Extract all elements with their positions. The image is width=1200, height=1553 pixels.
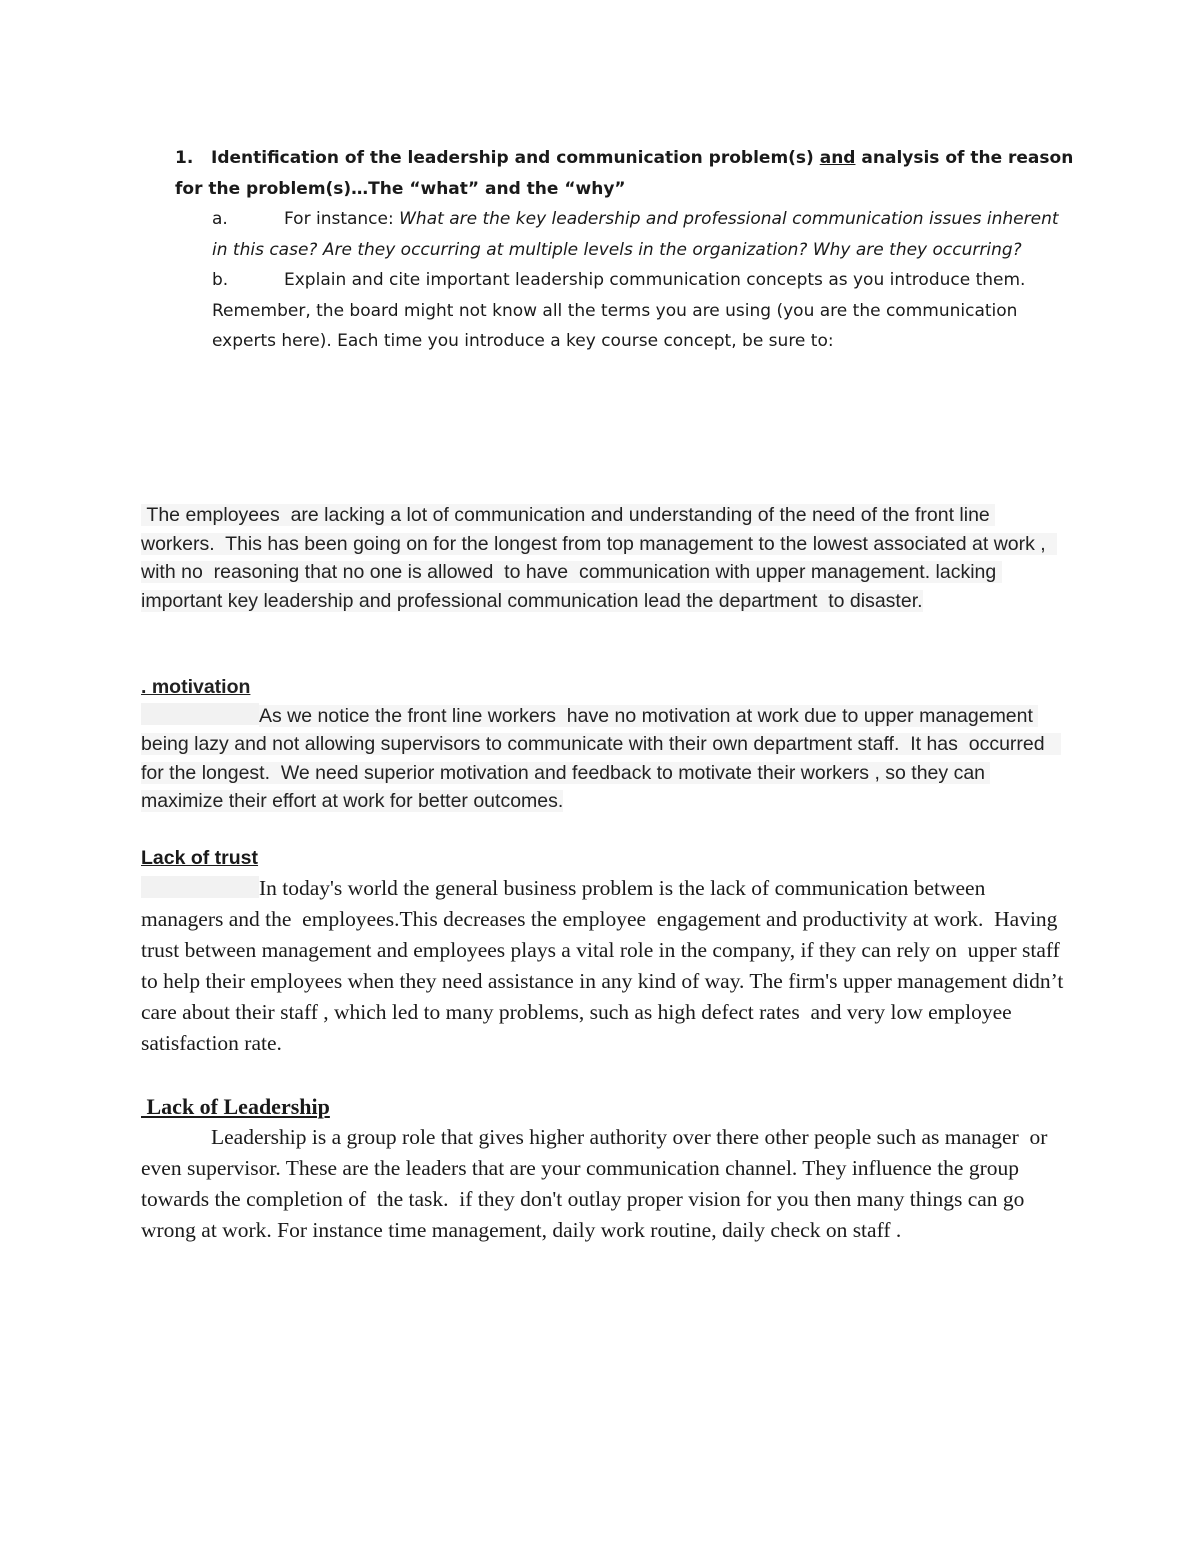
question-title-part2: analysis of the reason for the problem(s)…The “what” and the “why”: [175, 148, 1074, 199]
motivation-section: [141, 673, 1061, 816]
trust-body: [141, 873, 1071, 1059]
question-title: [175, 143, 1075, 204]
leadership-section: [141, 1091, 1071, 1246]
question-block: [175, 143, 1075, 357]
motivation-body-text: As we notice the front line workers have no motivation at work due to upper management being lazy and not allowing supervisors to communicate with their own department staff. It has occurred for the longest. We need superior motivation and feedback to motivate their workers , so they can maximize their effort at work for better outcomes.: [141, 704, 1061, 812]
motivation-body: [141, 702, 1061, 816]
intro-paragraph: [141, 501, 1061, 615]
leadership-body-text: Leadership is a group role that gives higher authority over there other people such as manager or even supervisor. These are the leaders that are your communication channel. They influence the group towards the completion of the task. if they don't outlay proper vision for you then many things can go wrong at work. For instance time management, daily work routine, daily check on staff .: [141, 1125, 1053, 1242]
sub-item-a-italic: What are the key leadership and professional communication issues inherent in this case? Are they occurring at multiple levels in the organization? Why are they occurring?: [212, 209, 1059, 260]
trust-section: [141, 843, 1071, 1059]
question-number: 1.: [175, 148, 194, 168]
sub-item-b-text: Explain and cite important leadership communication concepts as you introduce them. Remember, the board might not know all the terms you are using (you are the communication experts here). Each time you introduce a key course concept, be sure to:: [212, 270, 1026, 351]
question-title-and: and: [819, 148, 856, 168]
sub-item-a: [212, 204, 1075, 265]
leadership-body: [141, 1122, 1071, 1246]
trust-heading: Lack of trust: [141, 847, 259, 869]
sub-item-a-letter: a.: [212, 209, 228, 229]
sub-item-b-letter: b.: [212, 270, 229, 290]
indent-highlight: [141, 703, 259, 725]
question-title-part1: Identification of the leadership and communication problem(s): [211, 148, 820, 168]
intro-paragraph-text: The employees are lacking a lot of communication and understanding of the need of the front line workers. This has been going on for the longest from top management to the lowest associated at work , with no reasoning that no one is allowed to have communication with upper management. lacking important key leadership and professional communication lead the department to disaster.: [141, 504, 1057, 612]
indent-highlight: [141, 876, 259, 898]
sub-item-b: [212, 265, 1075, 357]
leadership-heading-text: Lack of Leadership: [146, 1094, 330, 1119]
motivation-heading: . motivation: [141, 676, 251, 698]
trust-body-text: In today's world the general business problem is the lack of communication between managers and the employees.This decreases the employee engagement and productivity at work. Having trust between management and employees plays a vital role in the company, if they can rely on upper staff to help their employees when they need assistance in any kind of way. The firm's upper management didn’t care about their staff , which led to many problems, such as high defect rates and very low employee satisfaction rate.: [141, 876, 1071, 1055]
sub-item-a-lead: For instance:: [284, 209, 400, 229]
leadership-heading: [141, 1091, 1071, 1122]
